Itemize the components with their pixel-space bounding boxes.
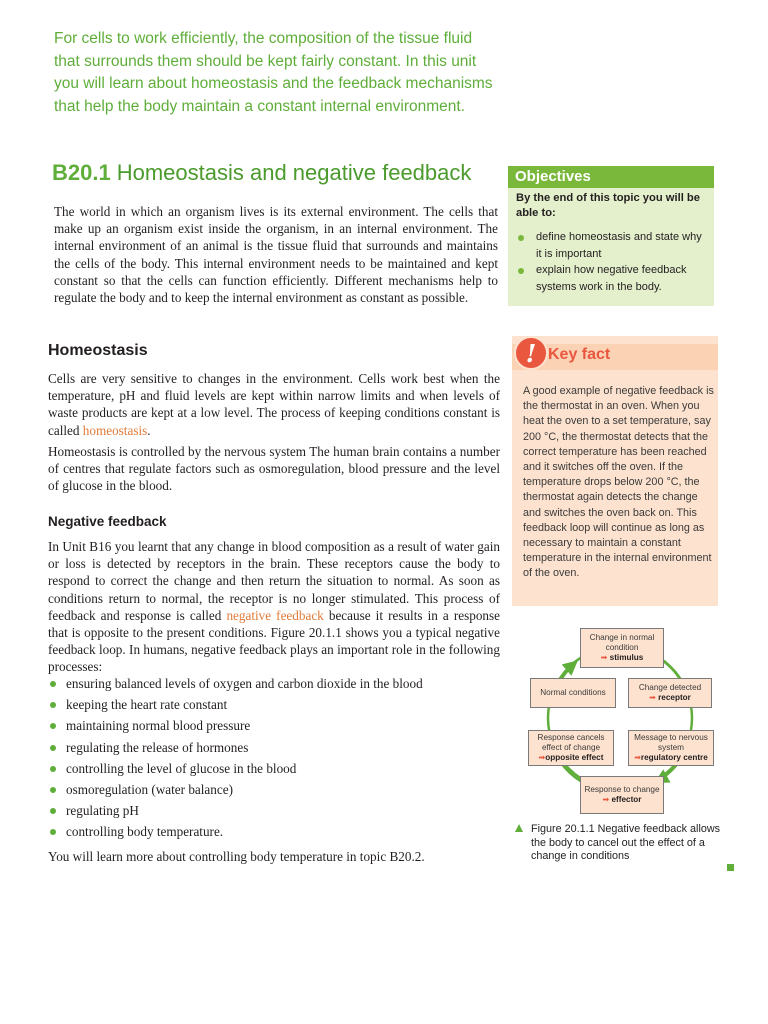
bullet-icon bbox=[50, 808, 56, 814]
diagram-box-effector bbox=[580, 776, 664, 814]
bullet-icon bbox=[50, 681, 56, 687]
list-item bbox=[48, 717, 500, 738]
figure-label: Figure 20.1.1 bbox=[531, 823, 595, 835]
figure-caption bbox=[515, 823, 725, 864]
end-of-topic-square-icon bbox=[727, 864, 734, 871]
paragraph-nervous-system: Homeostasis is controlled by the nervous system The human brain contains a number of centres that regulate factors such as osmoregulation, blood pressure and the level of glucose in the blood. bbox=[48, 444, 500, 494]
list-item bbox=[516, 229, 708, 262]
bullet-icon bbox=[50, 766, 56, 772]
red-arrow-icon: ➡ bbox=[600, 653, 608, 662]
diagram-box-stimulus bbox=[580, 628, 664, 668]
paragraph-closing: You will learn more about controlling body temperature in topic B20.2. bbox=[48, 849, 425, 864]
paragraph-homeostasis-definition bbox=[48, 370, 500, 439]
key-fact-box bbox=[512, 336, 718, 606]
bullet-icon bbox=[518, 235, 524, 241]
list-item-text: osmoregulation (water balance) bbox=[66, 781, 233, 797]
objectives-heading: Objectives bbox=[508, 166, 714, 188]
text-run: In Unit B16 you learnt that any change in blood composition as a result of water gain or loss is detected by receptors in the brain. These receptors cause the body to respond to correct the change and then return the situation to normal. As soon as conditions return to normal, the receptor is no longer stimulated. This process of feedback and response is called bbox=[48, 539, 500, 623]
diagram-box-text: Response to change bbox=[584, 785, 660, 794]
topic-heading bbox=[52, 160, 502, 186]
exclamation-icon bbox=[514, 336, 548, 370]
unit-intro: For cells to work efficiently, the composition of the tissue fluid that surrounds them should be kept fairly constant. In this unit you will learn about homeostasis and the feedback mechanisms that help the body maintain a constant internal environment. bbox=[54, 30, 493, 115]
red-arrow-icon: ➡ bbox=[538, 753, 546, 762]
triangle-icon bbox=[515, 824, 523, 832]
list-item-text: controlling the level of glucose in the blood bbox=[66, 760, 297, 776]
list-item-text: regulating pH bbox=[66, 803, 139, 819]
list-item bbox=[48, 823, 500, 844]
objectives-list bbox=[508, 221, 714, 295]
red-arrow-icon: ➡ bbox=[649, 693, 656, 702]
diagram-box-text: Change in normal condition bbox=[589, 633, 655, 652]
bullet-icon bbox=[50, 702, 56, 708]
list-item-text: define homeostasis and state why it is important bbox=[536, 231, 702, 260]
text-run: because it results in a response that is opposite to the present conditions. Figure 20.1.1 shows you a typical negative feedback loop. In humans, negative feedback plays an important role in the following processes: bbox=[48, 607, 500, 675]
section-heading-homeostasis: Homeostasis bbox=[48, 342, 148, 359]
bullet-icon bbox=[50, 787, 56, 793]
bullet-icon bbox=[50, 829, 56, 835]
caption-body bbox=[515, 823, 725, 864]
diagram-box-key: stimulus bbox=[609, 653, 644, 662]
red-arrow-icon: ➡ bbox=[602, 795, 610, 804]
key-term-homeostasis: homeostasis bbox=[82, 422, 148, 438]
caption-text: Negative feedback allows the body to cancel out the effect of a change in conditions bbox=[531, 823, 721, 862]
list-item-text: maintaining normal blood pressure bbox=[66, 718, 251, 734]
diagram-box-opposite-effect bbox=[528, 730, 614, 766]
list-item bbox=[48, 739, 500, 760]
list-item bbox=[48, 802, 500, 823]
key-fact-heading: Key fact bbox=[548, 346, 611, 363]
list-item bbox=[516, 262, 708, 295]
bullet-icon bbox=[50, 745, 56, 751]
paragraph-negative-feedback bbox=[48, 538, 500, 676]
text-run: . bbox=[147, 422, 151, 438]
negative-feedback-loop-diagram bbox=[520, 618, 720, 818]
key-fact-text: A good example of negative feedback is the thermostat in an oven. When you heat the oven to a set temperature, say 200 °C, the thermostat detects that the correct temperature has been reached and it switches off the oven. If the temperature drops below 200 °C, the thermostat again detects the change and switches the oven back on. This feedback loop will continue as long as necessary to maintain a constant temperature in the internal environment of the oven. bbox=[523, 385, 714, 580]
red-arrow-icon: ➡ bbox=[634, 753, 641, 762]
diagram-box-key: effector bbox=[611, 795, 642, 804]
diagram-box-key: regulatory centre bbox=[640, 753, 708, 762]
diagram-box-text: Change detected bbox=[638, 683, 702, 692]
exclamation-glyph: ! bbox=[525, 339, 537, 368]
list-item bbox=[48, 781, 500, 802]
diagram-box-key: opposite effect bbox=[545, 753, 604, 762]
topic-title: Homeostasis and negative feedback bbox=[116, 160, 472, 185]
diagram-box-regulatory-centre bbox=[628, 730, 714, 766]
list-item-text: ensuring balanced levels of oxygen and carbon dioxide in the blood bbox=[66, 676, 423, 691]
diagram-box-normal bbox=[530, 678, 616, 708]
diagram-box-receptor bbox=[628, 678, 712, 708]
list-item bbox=[48, 760, 500, 781]
topic-number: B20.1 bbox=[52, 160, 111, 185]
feedback-process-list bbox=[48, 675, 500, 845]
bullet-icon bbox=[50, 723, 56, 729]
list-item-text: explain how negative feedback systems work in the body. bbox=[536, 264, 687, 293]
list-item-text: keeping the heart rate constant bbox=[66, 697, 228, 713]
bullet-icon bbox=[518, 268, 524, 274]
list-item-text: regulating the release of hormones bbox=[66, 739, 249, 755]
objectives-lead: By the end of this topic you will be able to: bbox=[516, 192, 700, 219]
list-item-text: controlling body temperature. bbox=[66, 824, 224, 840]
paragraph-environment: The world in which an organism lives is its external environment. The cells that make up an organism exist inside the organism, in an internal environment. The internal environment of an animal is the tissue fluid that surrounds and maintains the cells of the body. This internal environment needs to be maintained and kept constant so that the cells can function efficiently. Different mechanisms help to regulate the body and to keep the internal environment as constant as possible. bbox=[54, 204, 498, 306]
key-term-negative-feedback: negative feedback bbox=[226, 607, 324, 623]
subheading-negative-feedback: Negative feedback bbox=[48, 514, 167, 529]
diagram-box-text: Normal conditions bbox=[540, 688, 606, 697]
objectives-box bbox=[508, 166, 714, 306]
list-item bbox=[48, 696, 500, 717]
diagram-box-key: receptor bbox=[658, 693, 691, 702]
text-run: Cells are very sensitive to changes in the environment. Cells work best when the temperature, pH and fluid levels are kept within narrow limits and when levels of waste products are kept at a low level. The process of keeping conditions constant is called bbox=[48, 371, 500, 438]
diagram-box-text: Message to nervous system bbox=[634, 733, 708, 752]
diagram-box-text: Response cancels effect of change bbox=[537, 733, 605, 752]
list-item bbox=[48, 675, 500, 696]
